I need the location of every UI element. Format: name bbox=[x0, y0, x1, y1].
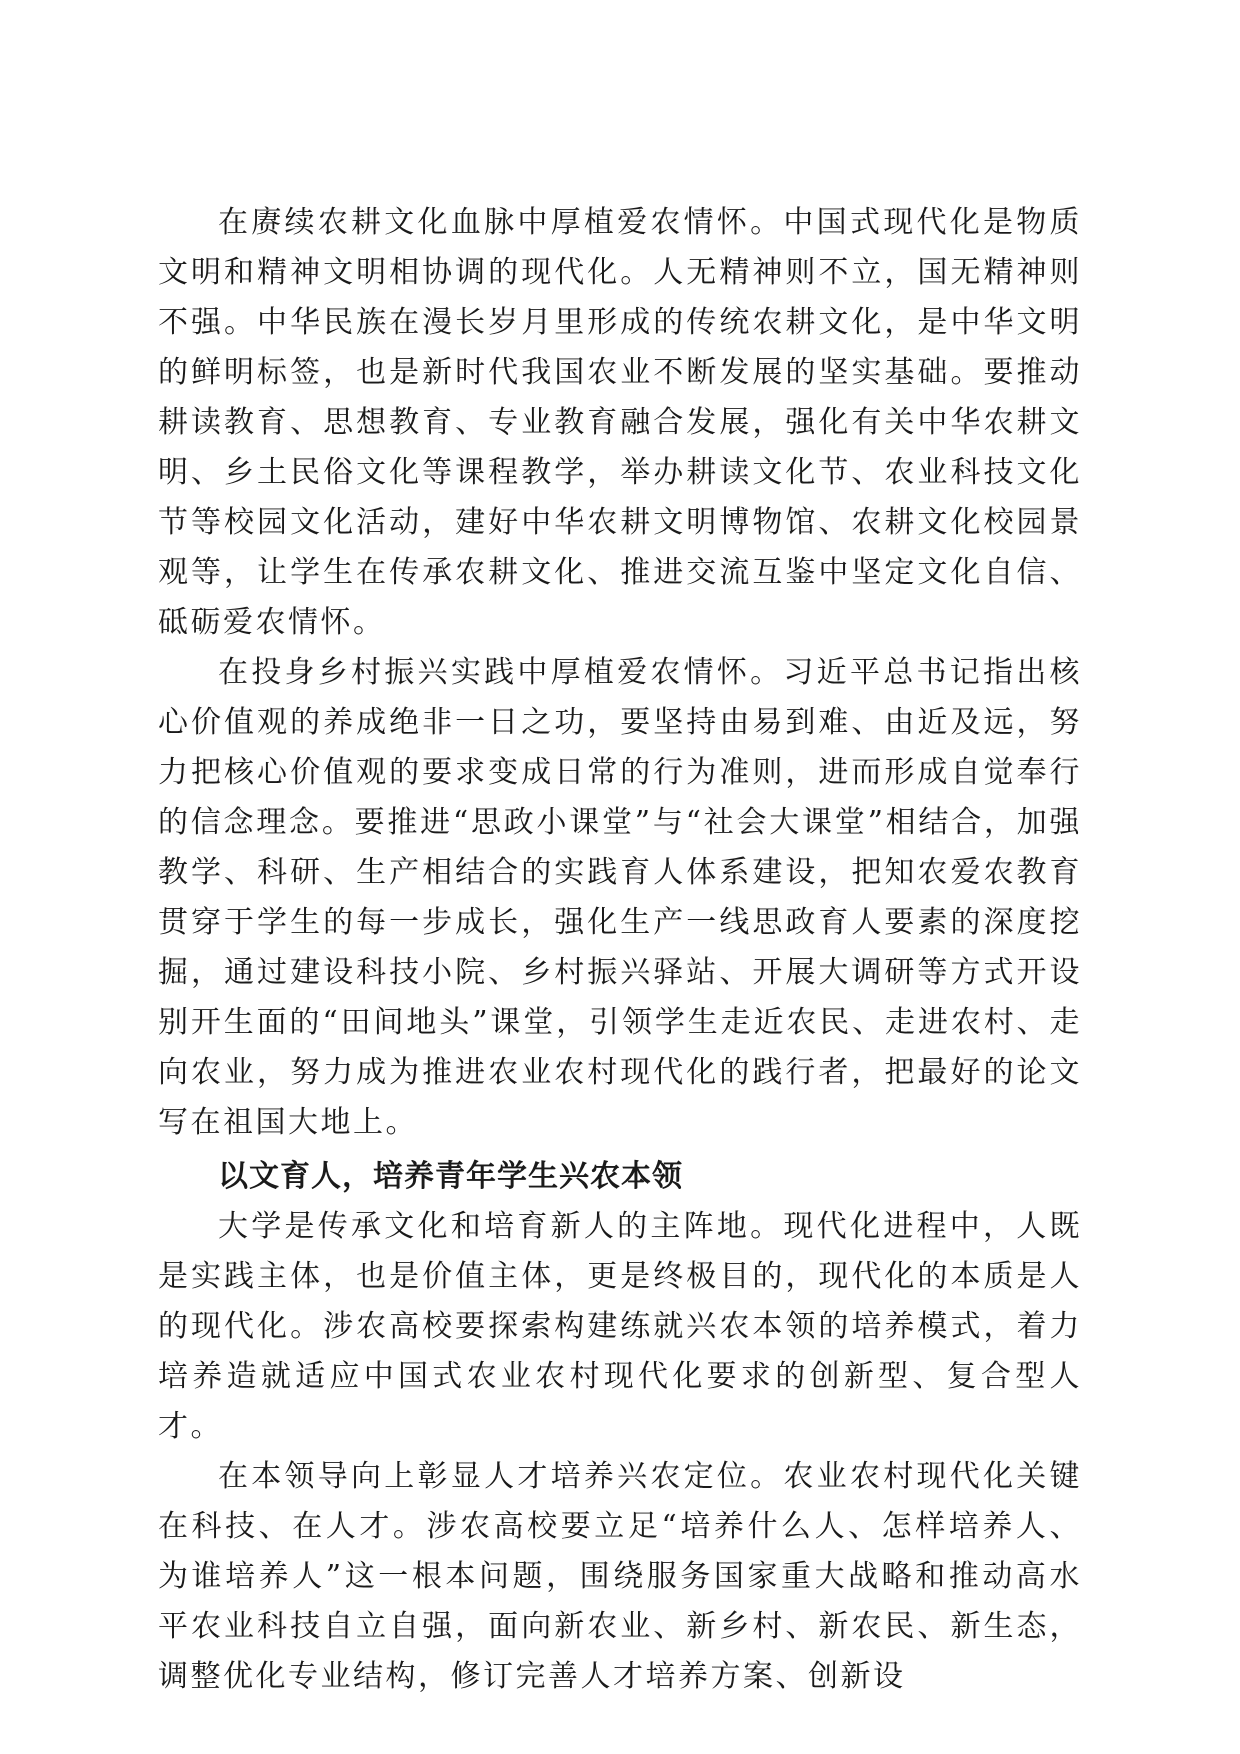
paragraph-rural-revitalization: 在投身乡村振兴实践中厚植爱农情怀。习近平总书记指出核心价值观的养成绝非一日之功，要坚持由易到难、由近及远，努力把核心价值观的要求变成日常的行为准则，进而形成自觉奉行的信念理念。要推进“思政小课堂”与“社会大课堂”相结合，加强教学、科研、生产相结合的实践育人体系建设，把知农爱农教育贯穿于学生的每一步成长，强化生产一线思政育人要素的深度挖掘，通过建设科技小院、乡村振兴驿站、开展大调研等方式开设别开生面的“田间地头”课堂，引领学生走近农民、走进农村、走向农业，努力成为推进农业农村现代化的践行者，把最好的论文写在祖国大地上。 bbox=[158, 655, 1082, 1140]
paragraph-farming-culture: 在赓续农耕文化血脉中厚植爱农情怀。中国式现代化是物质文明和精神文明相协调的现代化。人无精神则不立，国无精神则不强。中华民族在漫长岁月里形成的传统农耕文化，是中华文明的鲜明标签，也是新时代我国农业不断发展的坚实基础。要推动耕读教育、思想教育、专业教育融合发展，强化有关中华农耕文明、乡土民俗文化等课程教学，举办耕读文化节、农业科技文化节等校园文化活动，建好中华农耕文明博物馆、农耕文化校园景观等，让学生在传承农耕文化、推进交流互鉴中坚定文化自信、砥砺爱农情怀。 bbox=[158, 205, 1082, 640]
document-page bbox=[158, 198, 1082, 1702]
paragraph-talent-cultivation: 在本领导向上彰显人才培养兴农定位。农业农村现代化关键在科技、在人才。涉农高校要立足“培养什么人、怎样培养人、为谁培养人”这一根本问题，围绕服务国家重大战略和推动高水平农业科技自立自强，面向新农业、新乡村、新农民、新生态，调整优化专业结构，修订完善人才培养方案、创新设 bbox=[158, 1459, 1082, 1694]
section-heading: 以文育人，培养青年学生兴农本领 bbox=[218, 1159, 683, 1194]
paragraph-university-role: 大学是传承文化和培育新人的主阵地。现代化进程中，人既是实践主体，也是价值主体，更是终极目的，现代化的本质是人的现代化。涉农高校要探索构建练就兴农本领的培养模式，着力培养造就适应中国式农业农村现代化要求的创新型、复合型人才。 bbox=[158, 1209, 1082, 1444]
